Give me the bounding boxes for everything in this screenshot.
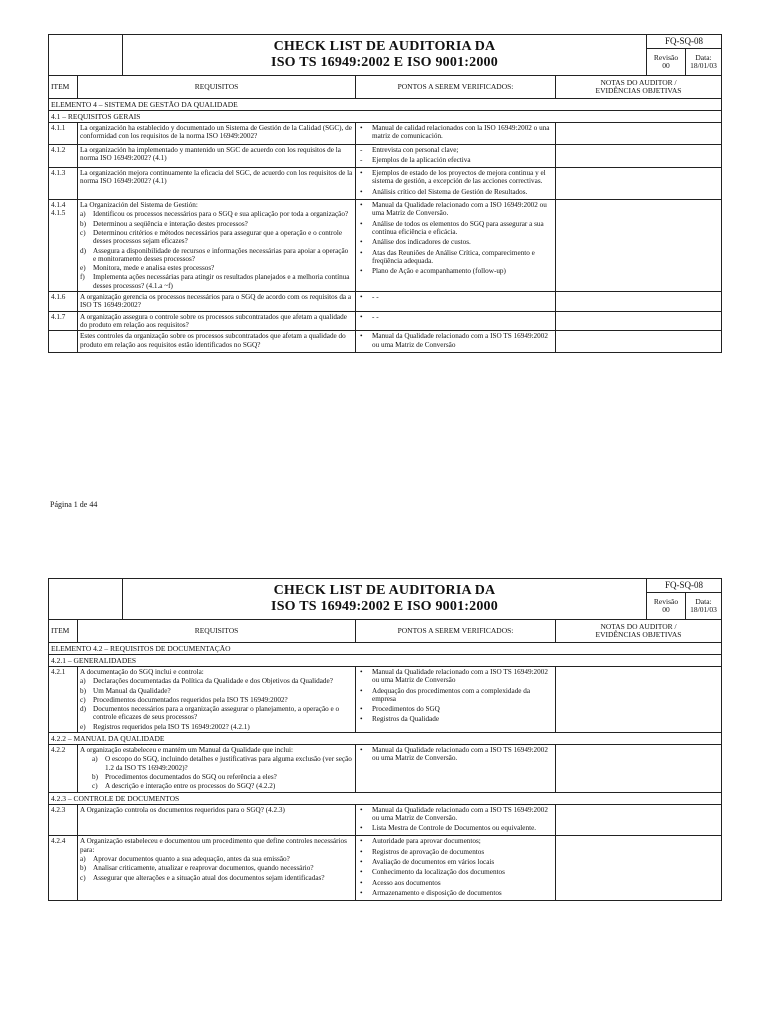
col-notas: NOTAS DO AUDITOR / EVIDÊNCIAS OBJETIVAS (556, 620, 722, 643)
revision-cell: Revisão 00 (647, 593, 686, 620)
column-headers (49, 76, 722, 99)
auditor-notes-cell[interactable] (556, 311, 722, 331)
verification-points: • Manual da Qualidade relacionado com a ISO TS 16949:2002 ou uma Matriz de Conversão. (356, 745, 556, 792)
item-number: 4.2.1 (49, 667, 78, 733)
col-pontos: PONTOS A SEREM VERIFICADOS: (356, 76, 556, 99)
table-row (49, 804, 722, 836)
auditor-notes-cell[interactable] (556, 168, 722, 200)
requirement-text: La organización ha establecido y documentado un Sistema de Gestión de la Calidad (SGC), de conformidad con los requisitos de la norma ISO 16949:2002? (78, 123, 356, 145)
verification-points: • - - (356, 292, 556, 312)
checklist-table (48, 34, 722, 353)
verification-points: • Manual da Qualidade relacionado com a ISO 16949:2002 ou uma Matriz de Conversão. • Análise de todos os elementos do SGQ para assegurar a sua contínua eficiência e eficácia. • Análise dos indicadores de custos. • Atas das Reuniões de Análise Crítica, comparecimento e freqüência adequada. • Plano de Ação e acompanhamento (follow-up) (356, 200, 556, 292)
verification-points: • Manual da Qualidade relacionado com a ISO TS 16949:2002 ou uma Matriz de Conversão (356, 331, 556, 353)
item-number: 4.2.2 (49, 745, 78, 792)
col-notas: NOTAS DO AUDITOR / EVIDÊNCIAS OBJETIVAS (556, 76, 722, 99)
requirement-text: A documentação do SGQ inclui e controla: a) Declarações documentadas da Política da Qualidade e dos Objetivos da Qualidade? b) Um Manual da Qualidade? c) Procedimentos documentados requeridos pela ISO TS 16949:2002? d) Documentos necessários para a organização assegurar o planejamento, a operação e o controle eficazes de seus processos? e) Registros requeridos pela ISO TS 16949:2002? (4.2.1) (78, 667, 356, 733)
page-footer: Página 1 de 44 (50, 500, 98, 509)
table-row (49, 311, 722, 331)
table-row (49, 667, 722, 733)
table-row (49, 836, 722, 901)
verification-points: • Manual da Qualidade relacionado com a ISO TS 16949:2002 ou uma Matriz de Conversão. • Lista Mestra de Controle de Documentos ou equivalente. (356, 804, 556, 836)
col-item: ITEM (49, 620, 78, 643)
column-headers (49, 620, 722, 643)
form-code: FQ-SQ-08 (647, 35, 722, 49)
requirement-text: A organização assegura o controle sobre os processos subcontratados que afetam a qualidade do produto em relação aos requisitos? (78, 311, 356, 331)
table-row (49, 168, 722, 200)
item-number (49, 331, 78, 353)
section-heading: 4.2.2 – MANUAL DA QUALIDADE (49, 733, 722, 745)
item-number: 4.1.6 (49, 292, 78, 312)
col-pontos: PONTOS A SEREM VERIFICADOS: (356, 620, 556, 643)
auditor-notes-cell[interactable] (556, 836, 722, 901)
verification-points: • Manual da Qualidade relacionado com a ISO TS 16949:2002 ou uma Matriz de Conversão • Adequação dos procedimentos com a complexidade da empresa • Procedimentos do SGQ • Registros da Qualidade (356, 667, 556, 733)
verification-points: • Manual de calidad relacionados con la ISO 16949:2002 o una matriz de comunicación. (356, 123, 556, 145)
logo-cell (49, 35, 123, 76)
form-title: CHECK LIST DE AUDITORIA DA ISO TS 16949:2002 E ISO 9001:2000 (123, 35, 647, 76)
element-heading: ELEMENTO 4.2 – REQUISITOS DE DOCUMENTAÇÃO (49, 643, 722, 655)
requirement-text: La organización ha implementado y mantenido un SGC de acuerdo con los requisitos de la norma ISO 16949:2002? (4.1) (78, 144, 356, 168)
section-heading: 4.1 – REQUISITOS GERAIS (49, 111, 722, 123)
item-number: 4.1.3 (49, 168, 78, 200)
revision-cell: Revisão 00 (647, 49, 686, 76)
auditor-notes-cell[interactable] (556, 292, 722, 312)
requirement-text: A Organização controla os documentos requeridos para o SGQ? (4.2.3) (78, 804, 356, 836)
auditor-notes-cell[interactable] (556, 667, 722, 733)
date-cell: Data: 18/01/03 (686, 49, 722, 76)
verification-points: - Entrevista con personal clave; - Ejemplos de la aplicación efectiva (356, 144, 556, 168)
checklist-table (48, 578, 722, 901)
checklist-page-2 (48, 578, 721, 901)
table-row (49, 292, 722, 312)
table-row (49, 144, 722, 168)
table-row (49, 200, 722, 292)
date-cell: Data: 18/01/03 (686, 593, 722, 620)
logo-cell (49, 579, 123, 620)
table-row (49, 123, 722, 145)
verification-points: • Autoridade para aprovar documentos; • Registros de aprovação de documentos • Avaliação de documentos em vários locais • Conhecimento da localização dos documentos • Acesso aos documentos • Armazenamento e disposição de documentos (356, 836, 556, 901)
item-number: 4.1.1 (49, 123, 78, 145)
item-number: 4.2.3 (49, 804, 78, 836)
auditor-notes-cell[interactable] (556, 200, 722, 292)
table-row (49, 745, 722, 792)
item-number: 4.1.2 (49, 144, 78, 168)
form-code: FQ-SQ-08 (647, 579, 722, 593)
verification-points: • - - (356, 311, 556, 331)
auditor-notes-cell[interactable] (556, 804, 722, 836)
section-heading: 4.2.3 – CONTROLE DE DOCUMENTOS (49, 792, 722, 804)
auditor-notes-cell[interactable] (556, 123, 722, 145)
col-requisitos: REQUISITOS (78, 620, 356, 643)
auditor-notes-cell[interactable] (556, 144, 722, 168)
checklist-page-1 (48, 34, 721, 353)
verification-points: • Ejemplos de estado de los proyectos de mejora continua y el sistema de gestión, a excepción de las acciones correctivas. • Análisis crítico del Sistema de Gestión de Resultados. (356, 168, 556, 200)
table-row (49, 331, 722, 353)
form-title: CHECK LIST DE AUDITORIA DA ISO TS 16949:2002 E ISO 9001:2000 (123, 579, 647, 620)
requirement-text: La organización mejora continuamente la eficacia del SGC, de acuerdo con los requisitos de la norma ISO 16949:2002? (4.1) (78, 168, 356, 200)
item-number: 4.2.4 (49, 836, 78, 901)
requirement-text: A Organização estabeleceu e documentou um procedimento que define controles necessários para: a) Aprovar documentos quanto a sua adequação, antes da sua emissão? b) Analisar criticamente, atualizar e reaprovar documentos, quando necessário? c) Assegurar que alterações e a situação atual dos documentos sejam identificadas? (78, 836, 356, 901)
requirement-text: La Organización del Sistema de Gestión: a) Identificou os processos necessários para o SGQ e sua aplicação por toda a organização? b) Determinou a seqüência e interação destes processos? c) Determinou critérios e métodos necessários para assegurar que a operação e o controle desses processos sejam eficazes? d) Assegura a disponibilidade de recursos e informações necessárias para apoiar a operação e monitoramento desses processos? e) Monitora, mede e analisa estes processos? f) Implementa ações necessárias para atingir os resultados planejados e a melhoria contínua desses processos? (4.1.a ~f) (78, 200, 356, 292)
requirement-text: A organização gerencia os processos necessários para o SGQ de acordo com os requisitos da a ISO TS 16949:2002? (78, 292, 356, 312)
item-number: 4.1.7 (49, 311, 78, 331)
element-heading: ELEMENTO 4 – SISTEMA DE GESTÃO DA QUALIDADE (49, 99, 722, 111)
auditor-notes-cell[interactable] (556, 745, 722, 792)
auditor-notes-cell[interactable] (556, 331, 722, 353)
item-number: 4.1.4 4.1.5 (49, 200, 78, 292)
section-heading: 4.2.1 – GENERALIDADES (49, 655, 722, 667)
requirement-text: A organização estabeleceu e mantém um Manual da Qualidade que inclui: a) O escopo do SGQ, incluindo detalhes e justificativas para alguma exclusão (ver seção 1.2 da ISO TS 16949:2002)? b) Procedimentos documentados do SGQ ou referência a eles? c) A descrição e interação entre os processos do SGQ? (4.2.2) (78, 745, 356, 792)
col-item: ITEM (49, 76, 78, 99)
col-requisitos: REQUISITOS (78, 76, 356, 99)
requirement-text: Estes controles da organização sobre os processos subcontratados que afetam a qualidade do produto em relação aos requisitos estão identificados no SGQ? (78, 331, 356, 353)
